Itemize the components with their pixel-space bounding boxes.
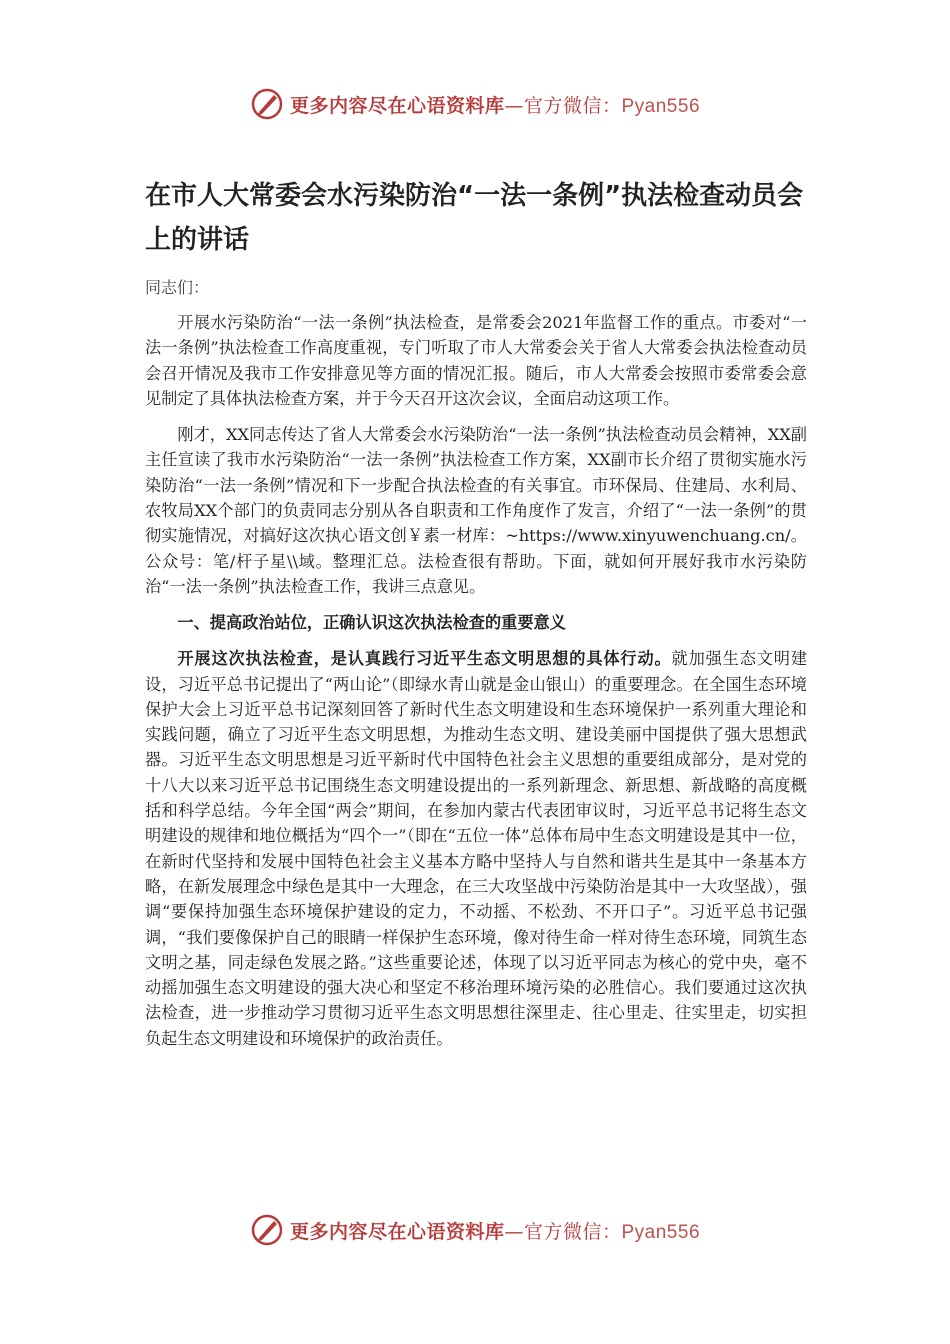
paragraph-3-body: 就加强生态文明建设，习近平总书记提出了“两山论”（即绿水青山就是金山银山）的重要理念。在全国生态环境保护大会上习近平总书记深刻回答了新时代生态文明建设和生态环境保护一系列重大理论和实践问题，确立了习近平生态文明思想，为推动生态文明、建设美丽中国提供了强大思想武器。习近平生态文明思想是习近平新时代中国特色社会主义思想的重要组成部分，是对党的十八大以来习近平总书记围绕生态文明建设提出的一系列新理念、新思想、新战略的高度概括和科学总结。今年全国“两会”期间，在参加内蒙古代表团审议时，习近平总书记将生态文明建设的规律和地位概括为“四个一”（即在“五位一体”总体布局中生态文明建设是其中一位，在新时代坚持和发展中国特色社会主义基本方略中坚持人与自然和谐共生是其中一条基本方略，在新发展理念中绿色是其中一大理念，在三大攻坚战中污染防治是其中一大攻坚战），强调“要保持加强生态环境保护建设的定力，不动摇、不松劲、不开口子”。习近平总书记强调，“我们要像保护自己的眼睛一样保护生态环境，像对待生命一样对待生态环境，同筑生态文明之基，同走绿色发展之路。”这些重要论述，体现了以习近平同志为核心的党中央，毫不动摇加强生态文明建设的强大决心和坚定不移治理环境污染的必胜信心。我们要通过这次执法检查，进一步推动学习贯彻习近平生态文明思想往深里走、往心里走、往实里走，切实担负起生态文明建设和环境保护的政治责任。 [145, 649, 808, 1048]
watermark-sub: 官方微信： [523, 94, 622, 117]
brush-logo-icon [250, 1213, 284, 1247]
watermark-main: 更多内容尽在心语资料库 [289, 94, 505, 117]
watermark-text [290, 1217, 700, 1244]
paragraph-1: 开展水污染防治“一法一条例”执法检查，是常委会2021年监督工作的重点。市委对“一法一条例”执法检查工作高度重视，专门听取了市人大常委会关于省人大常委会执法检查动员会召开情况及我市工作安排意见等方面的情况汇报。随后，市人大常委会按照市委常委会意见制定了具体执法检查方案，并于今天召开这次会议，全面启动这项工作。 [145, 313, 807, 408]
paragraph-3-lead: 开展这次执法检查，是认真践行习近平生态文明思想的具体行动。 [177, 649, 672, 669]
paragraph-2: 刚才，XX同志传达了省人大常委会水污染防治“一法一条例”执法检查动员会精神，XX副主任宣读了我市水污染防治“一法一条例”执法检查工作方案，XX副市长介绍了贯彻实施水污染防治“一法一条例”情况和下一步配合执法检查的有关事宜。市环保局、住建局、水利局、农牧局XX个部门的负责同志分别从各自职责和工作角度作了发言，介绍了“一法一条例”的贯彻实施情况，对搞好这次执心语文创￥素一材库：~https://www.xinyuwenchuang.cn/。公众号：笔/杆子星\\域。整理汇总。法检查很有帮助。下面，就如何开展好我市水污染防治“一法一条例”执法检查工作，我讲三点意见。 [145, 425, 807, 596]
section-heading-1: 一、提高政治站位，正确认识这次执法检查的重要意义 [177, 613, 566, 633]
watermark-main: 更多内容尽在心语资料库 [289, 1220, 505, 1243]
watermark-wechat-id: Pyan556 [621, 1221, 701, 1243]
document-body [145, 174, 807, 1062]
watermark-dash: — [504, 94, 524, 117]
header-watermark [0, 84, 950, 124]
watermark-wechat-id: Pyan556 [621, 95, 701, 117]
watermark-dash: — [504, 1220, 524, 1243]
paragraph-3 [145, 646, 807, 1051]
salutation: 同志们： [145, 278, 210, 297]
watermark-text [290, 91, 700, 118]
footer-watermark [0, 1210, 950, 1250]
watermark-sub: 官方微信： [523, 1220, 622, 1243]
brush-logo-icon [250, 87, 284, 121]
document-title: 在市人大常委会水污染防治“一法一条例”执法检查动员会上的讲话 [145, 181, 804, 255]
